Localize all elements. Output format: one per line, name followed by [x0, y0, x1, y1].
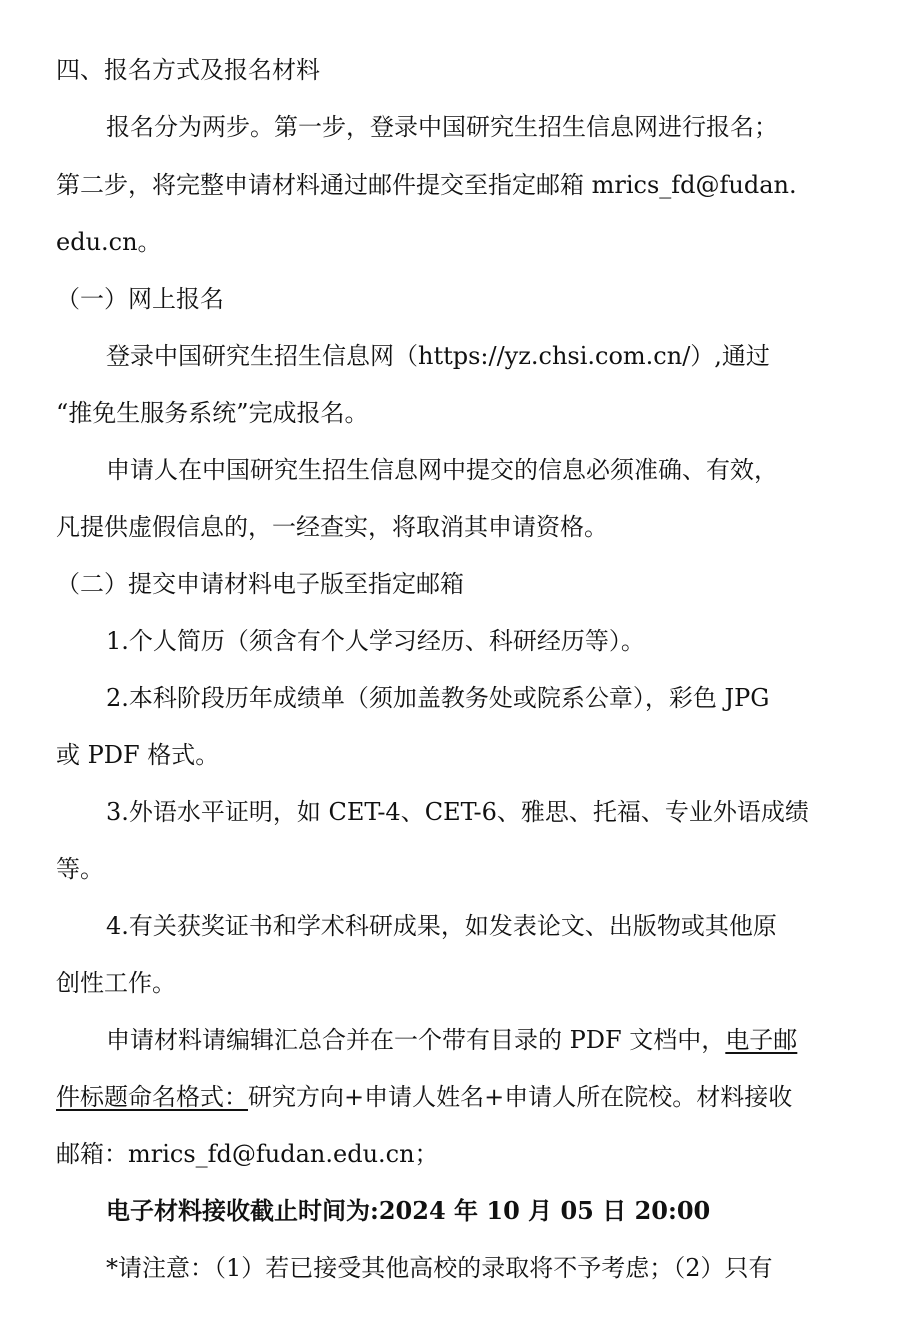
list-item-awards: 4.有关获奖证书和学术科研成果，如发表论文、出版物或其他原: [106, 912, 777, 940]
subsection-title-online-registration: （一）网上报名: [56, 285, 224, 313]
submission-note-text: 研究方向+申请人姓名+申请人所在院校。材料接收: [248, 1083, 793, 1111]
attention-note: *请注意：（1）若已接受其他高校的录取将不予考虑；（2）只有: [106, 1254, 773, 1282]
subsection-title-submit-materials: （二）提交申请材料电子版至指定邮箱: [56, 570, 464, 598]
email-subject-format-label: 件标题命名格式：: [56, 1083, 248, 1111]
list-item-awards-continued: 创性工作。: [56, 969, 176, 997]
list-item-resume: 1.个人简历（须含有个人学习经历、科研经历等）。: [106, 627, 645, 655]
section-title: 四、报名方式及报名材料: [56, 56, 320, 84]
submission-note-text: 申请材料请编辑汇总合并在一个带有目录的 PDF 文档中，: [106, 1026, 726, 1054]
registration-paragraph-line: “推免生服务系统”完成报名。: [56, 399, 369, 427]
list-item-transcript-continued: 或 PDF 格式。: [56, 741, 220, 769]
registration-paragraph-line: 登录中国研究生招生信息网（https://yz.chsi.com.cn/）,通过: [106, 342, 770, 370]
list-item-transcript: 2.本科阶段历年成绩单（须加盖教务处或院系公章），彩色 JPG: [106, 684, 770, 712]
list-item-language-proof-continued: 等。: [56, 855, 104, 883]
intro-paragraph-line: 报名分为两步。第一步，登录中国研究生招生信息网进行报名；: [106, 113, 778, 141]
accuracy-paragraph-line: 申请人在中国研究生招生信息网中提交的信息必须准确、有效，: [106, 456, 778, 484]
submission-email-line: 邮箱：mrics_fd@fudan.edu.cn；: [56, 1140, 439, 1168]
accuracy-paragraph-line: 凡提供虚假信息的，一经查实，将取消其申请资格。: [56, 513, 608, 541]
intro-paragraph-line: 第二步，将完整申请材料通过邮件提交至指定邮箱 mrics_fd@fudan.: [56, 171, 797, 199]
deadline-text: 电子材料接收截止时间为:2024 年 10 月 05 日 20:00: [106, 1196, 711, 1225]
list-item-language-proof: 3.外语水平证明，如 CET-4、CET-6、雅思、托福、专业外语成绩: [106, 798, 809, 826]
intro-paragraph-line: edu.cn。: [56, 228, 162, 256]
email-subject-format-label: 电子邮: [725, 1026, 798, 1054]
submission-note-line: [56, 1081, 816, 1113]
submission-note-line: [106, 1024, 816, 1056]
